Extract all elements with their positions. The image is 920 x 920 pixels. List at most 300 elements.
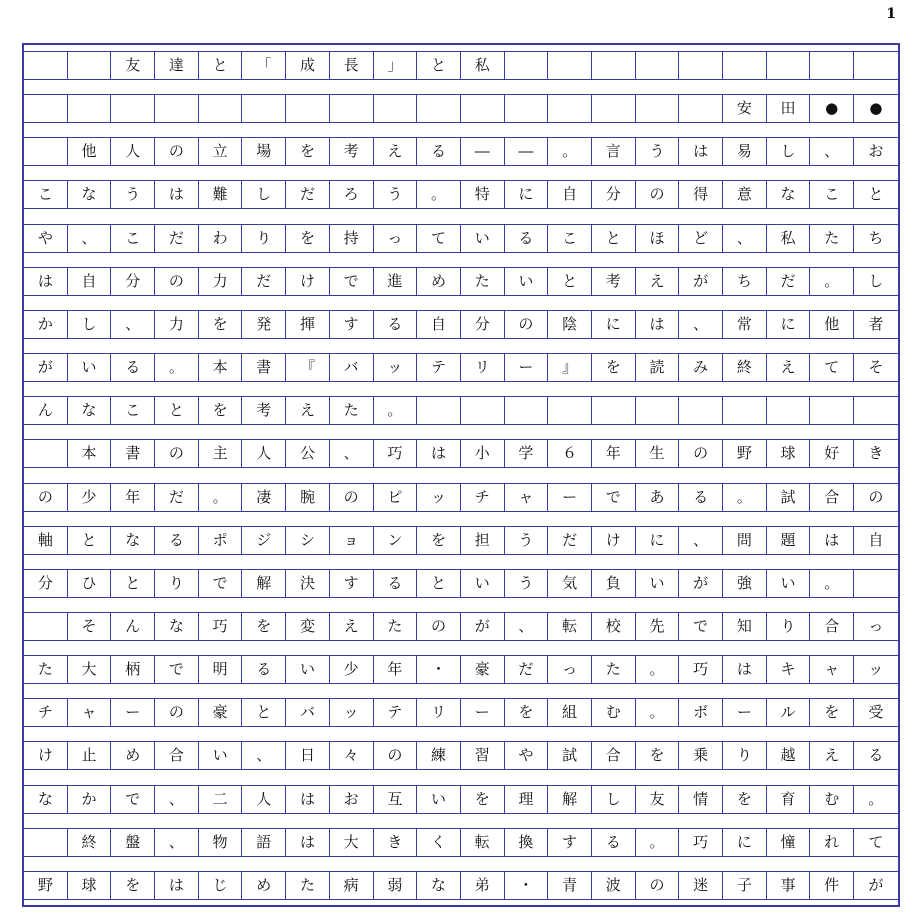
manuscript-cell: ―: [505, 138, 549, 165]
manuscript-cell: 立: [199, 138, 243, 165]
manuscript-cell: の: [505, 311, 549, 338]
manuscript-cell: と: [111, 570, 155, 597]
manuscript-cell: を: [286, 225, 330, 252]
manuscript-cell: 主: [199, 440, 243, 467]
manuscript-cell: 練: [417, 742, 461, 769]
manuscript-cell: 易: [723, 138, 767, 165]
manuscript-cell: [679, 397, 723, 424]
manuscript-cell: わ: [199, 225, 243, 252]
manuscript-cell: [592, 95, 636, 122]
manuscript-cell: [636, 397, 680, 424]
manuscript-row: [24, 483, 898, 512]
manuscript-cell: め: [111, 742, 155, 769]
manuscript-cell: 盤: [111, 829, 155, 856]
manuscript-cell: 力: [155, 311, 199, 338]
manuscript-cell: 本: [68, 440, 112, 467]
manuscript-row: [24, 526, 898, 555]
manuscript-cell: [24, 52, 68, 79]
manuscript-cell: え: [330, 613, 374, 640]
manuscript-cell: [417, 397, 461, 424]
manuscript-cell: [199, 95, 243, 122]
manuscript-cell: る: [505, 225, 549, 252]
manuscript-cell: 少: [330, 656, 374, 683]
manuscript-cell: る: [374, 311, 418, 338]
manuscript-cell: ル: [767, 699, 811, 726]
manuscript-cell: が: [24, 354, 68, 381]
manuscript-cell: [767, 52, 811, 79]
manuscript-cell: は: [679, 138, 723, 165]
manuscript-cell: い: [199, 742, 243, 769]
manuscript-cell: 陰: [548, 311, 592, 338]
manuscript-cell: 、: [723, 225, 767, 252]
manuscript-cell: の: [417, 613, 461, 640]
manuscript-cell: っ: [374, 225, 418, 252]
manuscript-cell: 越: [767, 742, 811, 769]
manuscript-cell: 安: [723, 95, 767, 122]
manuscript-cell: や: [24, 225, 68, 252]
manuscript-cell: む: [592, 699, 636, 726]
manuscript-cell: [854, 570, 898, 597]
manuscript-cell: の: [679, 440, 723, 467]
manuscript-row: [24, 828, 898, 857]
manuscript-cell: お: [330, 786, 374, 813]
manuscript-cell: 解: [242, 570, 286, 597]
manuscript-cell: き: [868, 444, 884, 463]
manuscript-cell: り: [155, 570, 199, 597]
manuscript-cell: 自: [417, 311, 461, 338]
manuscript-row: [24, 439, 898, 468]
manuscript-cell: 担: [461, 527, 505, 554]
manuscript-cell: 合: [810, 613, 854, 640]
manuscript-cell: バ: [330, 354, 374, 381]
manuscript-cell: 得: [679, 181, 723, 208]
manuscript-cell: 、: [155, 786, 199, 813]
manuscript-row: [24, 785, 898, 814]
manuscript-row: [24, 871, 898, 900]
manuscript-cell: [636, 95, 680, 122]
manuscript-cell: ポ: [199, 527, 243, 554]
manuscript-cell: リ: [417, 699, 461, 726]
manuscript-row: [24, 396, 898, 425]
manuscript-cell: [548, 52, 592, 79]
manuscript-cell: 、: [68, 225, 112, 252]
manuscript-row: [24, 94, 898, 123]
manuscript-cell: め: [417, 268, 461, 295]
manuscript-cell: 柄: [111, 656, 155, 683]
manuscript-cell: 小: [461, 440, 505, 467]
manuscript-cell: じ: [199, 872, 243, 899]
manuscript-cell: 大: [330, 829, 374, 856]
manuscript-cell: ろ: [330, 181, 374, 208]
manuscript-cell: こ: [24, 181, 68, 208]
manuscript-cell: 長: [330, 52, 374, 79]
manuscript-row: [24, 353, 898, 382]
manuscript-cell: と: [417, 52, 461, 79]
manuscript-cell: の: [636, 181, 680, 208]
manuscript-cell: り: [242, 225, 286, 252]
manuscript-cell: [417, 95, 461, 122]
manuscript-cell: 者: [868, 314, 884, 333]
manuscript-cell: す: [330, 311, 374, 338]
manuscript-cell: て: [868, 832, 884, 851]
manuscript-cell: だ: [767, 268, 811, 295]
manuscript-cell: を: [592, 354, 636, 381]
manuscript-cell: な: [417, 872, 461, 899]
manuscript-cell: [548, 397, 592, 424]
manuscript-cell: リ: [461, 354, 505, 381]
manuscript-cell: ピ: [374, 484, 418, 511]
manuscript-cell: [723, 397, 767, 424]
manuscript-cell: 人: [242, 786, 286, 813]
manuscript-cell: い: [636, 570, 680, 597]
manuscript-cell: ボ: [679, 699, 723, 726]
manuscript-cell: 波: [592, 872, 636, 899]
manuscript-cell: な: [24, 786, 68, 813]
manuscript-cell: た: [374, 613, 418, 640]
manuscript-cell: ー: [548, 484, 592, 511]
manuscript-cell: た: [810, 225, 854, 252]
manuscript-cell: と: [592, 225, 636, 252]
manuscript-cell: と: [548, 268, 592, 295]
manuscript-cell: 分: [24, 570, 68, 597]
manuscript-cell: 分: [461, 311, 505, 338]
manuscript-cell: 組: [548, 699, 592, 726]
manuscript-cell: 場: [242, 138, 286, 165]
manuscript-cell: 転: [461, 829, 505, 856]
manuscript-cell: ど: [679, 225, 723, 252]
manuscript-cell: 巧: [679, 829, 723, 856]
manuscript-cell: 。: [868, 789, 884, 808]
manuscript-cell: 校: [592, 613, 636, 640]
manuscript-row: [24, 180, 898, 209]
manuscript-cell: [24, 95, 68, 122]
manuscript-cell: 特: [461, 181, 505, 208]
manuscript-cell: め: [242, 872, 286, 899]
manuscript-cell: ャ: [810, 656, 854, 683]
manuscript-cell: 、: [810, 138, 854, 165]
manuscript-cell: む: [810, 786, 854, 813]
manuscript-cell: テ: [374, 699, 418, 726]
manuscript-cell: た: [330, 397, 374, 424]
manuscript-cell: え: [636, 268, 680, 295]
manuscript-cell: と: [417, 570, 461, 597]
manuscript-cell: だ: [155, 225, 199, 252]
manuscript-cell: 合: [810, 484, 854, 511]
manuscript-cell: 難: [199, 181, 243, 208]
manuscript-cell: だ: [548, 527, 592, 554]
manuscript-cell: え: [286, 397, 330, 424]
manuscript-cell: る: [417, 138, 461, 165]
manuscript-cell: し: [592, 786, 636, 813]
manuscript-cell: 言: [592, 138, 636, 165]
manuscript-cell: そ: [68, 613, 112, 640]
manuscript-cell: い: [767, 570, 811, 597]
manuscript-cell: の: [155, 440, 199, 467]
manuscript-cell: け: [24, 742, 68, 769]
manuscript-cell: は: [636, 311, 680, 338]
manuscript-cell: の: [636, 872, 680, 899]
manuscript-cell: [111, 95, 155, 122]
manuscript-cell: [854, 397, 898, 424]
manuscript-cell: り: [723, 742, 767, 769]
manuscript-cell: ン: [374, 527, 418, 554]
manuscript-cell: [24, 613, 68, 640]
manuscript-cell: テ: [417, 354, 461, 381]
manuscript-cell: 年: [111, 484, 155, 511]
manuscript-cell: バ: [286, 699, 330, 726]
manuscript-cell: か: [24, 311, 68, 338]
manuscript-cell: 題: [767, 527, 811, 554]
manuscript-cell: 私: [461, 52, 505, 79]
manuscript-cell: [155, 95, 199, 122]
manuscript-cell: 日: [286, 742, 330, 769]
manuscript-cell: 終: [68, 829, 112, 856]
manuscript-cell: シ: [286, 527, 330, 554]
manuscript-cell: だ: [242, 268, 286, 295]
manuscript-cell: 巧: [679, 656, 723, 683]
manuscript-cell: 私: [767, 225, 811, 252]
manuscript-cell: や: [505, 742, 549, 769]
manuscript-cell: 野: [723, 440, 767, 467]
manuscript-cell: ー: [723, 699, 767, 726]
manuscript-cell: ●: [869, 99, 883, 118]
manuscript-cell: 気: [548, 570, 592, 597]
manuscript-cell: 問: [723, 527, 767, 554]
manuscript-cell: っ: [548, 656, 592, 683]
manuscript-cell: の: [155, 268, 199, 295]
manuscript-cell: な: [68, 181, 112, 208]
manuscript-cell: 弟: [461, 872, 505, 899]
manuscript-cell: う: [374, 181, 418, 208]
page-number: 1: [886, 6, 896, 22]
manuscript-cell: う: [111, 181, 155, 208]
manuscript-cell: 情: [679, 786, 723, 813]
manuscript-cell: [636, 52, 680, 79]
manuscript-cell: を: [199, 311, 243, 338]
manuscript-cell: す: [330, 570, 374, 597]
manuscript-cell: は: [286, 786, 330, 813]
manuscript-cell: 強: [723, 570, 767, 597]
manuscript-cell: が: [679, 268, 723, 295]
manuscript-cell: 。: [810, 268, 854, 295]
manuscript-cell: る: [868, 746, 884, 765]
manuscript-cell: く: [417, 829, 461, 856]
manuscript-cell: [286, 95, 330, 122]
manuscript-cell: 球: [68, 872, 112, 899]
manuscript-cell: 、: [111, 311, 155, 338]
manuscript-cell: ん: [111, 613, 155, 640]
manuscript-cell: た: [24, 656, 68, 683]
manuscript-cell: [854, 52, 898, 79]
manuscript-cell: 人: [111, 138, 155, 165]
manuscript-cell: [505, 52, 549, 79]
manuscript-cell: 決: [286, 570, 330, 597]
manuscript-cell: ・: [417, 656, 461, 683]
manuscript-cell: 少: [68, 484, 112, 511]
manuscript-cell: は: [810, 527, 854, 554]
manuscript-cell: 事: [767, 872, 811, 899]
manuscript-cell: ー: [461, 699, 505, 726]
manuscript-cell: え: [810, 742, 854, 769]
manuscript-cell: [679, 95, 723, 122]
manuscript-cell: 進: [374, 268, 418, 295]
manuscript-cell: て: [810, 354, 854, 381]
manuscript-cell: る: [242, 656, 286, 683]
manuscript-cell: は: [417, 440, 461, 467]
manuscript-cell: で: [679, 613, 723, 640]
manuscript-cell: ・: [505, 872, 549, 899]
manuscript-cell: 合: [592, 742, 636, 769]
manuscript-cell: [592, 397, 636, 424]
manuscript-cell: 先: [636, 613, 680, 640]
manuscript-cell: み: [679, 354, 723, 381]
manuscript-cell: 意: [723, 181, 767, 208]
manuscript-cell: 。: [155, 354, 199, 381]
manuscript-cell: 憧: [767, 829, 811, 856]
manuscript-cell: 。: [636, 829, 680, 856]
manuscript-cell: 病: [330, 872, 374, 899]
manuscript-cell: 、: [242, 742, 286, 769]
manuscript-cell: 分: [592, 181, 636, 208]
manuscript-cell: 自: [68, 268, 112, 295]
manuscript-cell: [592, 52, 636, 79]
manuscript-cell: き: [374, 829, 418, 856]
manuscript-cell: し: [767, 138, 811, 165]
manuscript-cell: は: [723, 656, 767, 683]
manuscript-row: [24, 224, 898, 253]
manuscript-cell: い: [461, 570, 505, 597]
manuscript-cell: だ: [286, 181, 330, 208]
manuscript-cell: だ: [505, 656, 549, 683]
manuscript-cell: 友: [636, 786, 680, 813]
manuscript-cell: が: [868, 875, 884, 894]
manuscript-cell: 軸: [24, 527, 68, 554]
manuscript-cell: う: [636, 138, 680, 165]
manuscript-cell: ッ: [417, 484, 461, 511]
manuscript-cell: 子: [723, 872, 767, 899]
manuscript-cell: と: [868, 185, 884, 204]
manuscript-cell: [330, 95, 374, 122]
manuscript-cell: に: [723, 829, 767, 856]
manuscript-cell: 合: [155, 742, 199, 769]
manuscript-cell: キ: [767, 656, 811, 683]
manuscript-cell: 豪: [461, 656, 505, 683]
manuscript-row: [24, 741, 898, 770]
manuscript-cell: ６: [548, 440, 592, 467]
manuscript-cell: と: [155, 397, 199, 424]
manuscript-cell: を: [461, 786, 505, 813]
manuscript-cell: 青: [548, 872, 592, 899]
manuscript-cell: な: [111, 527, 155, 554]
manuscript-cell: 『: [286, 354, 330, 381]
manuscript-cell: [24, 440, 68, 467]
manuscript-cell: 凄: [242, 484, 286, 511]
manuscript-cell: 田: [767, 95, 811, 122]
manuscript-row: [24, 569, 898, 598]
manuscript-cell: [68, 95, 112, 122]
manuscript-cell: の: [330, 484, 374, 511]
manuscript-row: [24, 698, 898, 727]
manuscript-cell: は: [24, 268, 68, 295]
manuscript-cell: 換: [505, 829, 549, 856]
manuscript-cell: 。: [548, 138, 592, 165]
manuscript-cell: [242, 95, 286, 122]
manuscript-cell: 好: [810, 440, 854, 467]
manuscript-cell: は: [155, 872, 199, 899]
manuscript-cell: 件: [810, 872, 854, 899]
manuscript-cell: 豪: [199, 699, 243, 726]
manuscript-cell: 育: [767, 786, 811, 813]
manuscript-cell: で: [111, 786, 155, 813]
manuscript-cell: の: [24, 484, 68, 511]
manuscript-cell: が: [461, 613, 505, 640]
manuscript-cell: 巧: [374, 440, 418, 467]
manuscript-cell: で: [155, 656, 199, 683]
manuscript-cell: お: [868, 142, 884, 161]
manuscript-cell: と: [199, 52, 243, 79]
manuscript-cell: 。: [636, 699, 680, 726]
manuscript-cell: 」: [374, 52, 418, 79]
manuscript-cell: を: [111, 872, 155, 899]
manuscript-cell: 、: [330, 440, 374, 467]
manuscript-cell: だ: [155, 484, 199, 511]
manuscript-cell: [505, 397, 549, 424]
manuscript-cell: な: [155, 613, 199, 640]
manuscript-cell: け: [286, 268, 330, 295]
manuscript-cell: う: [505, 527, 549, 554]
manuscript-cell: 解: [548, 786, 592, 813]
manuscript-cell: た: [592, 656, 636, 683]
manuscript-row: [24, 655, 898, 684]
manuscript-cell: の: [155, 138, 199, 165]
manuscript-cell: [374, 95, 418, 122]
manuscript-cell: 「: [242, 52, 286, 79]
manuscript-cell: [24, 138, 68, 165]
manuscript-cell: こ: [111, 225, 155, 252]
manuscript-cell: 転: [548, 613, 592, 640]
manuscript-cell: 終: [723, 354, 767, 381]
manuscript-cell: [723, 52, 767, 79]
manuscript-cell: 、: [505, 613, 549, 640]
manuscript-cell: 読: [636, 354, 680, 381]
manuscript-cell: い: [286, 656, 330, 683]
manuscript-cell: 弱: [374, 872, 418, 899]
manuscript-cell: を: [723, 786, 767, 813]
manuscript-cell: 考: [330, 138, 374, 165]
manuscript-cell: で: [592, 484, 636, 511]
manuscript-cell: い: [461, 225, 505, 252]
manuscript-cell: 他: [68, 138, 112, 165]
manuscript-cell: [461, 95, 505, 122]
manuscript-cell: ほ: [636, 225, 680, 252]
manuscript-cell: ャ: [505, 484, 549, 511]
manuscript-cell: 習: [461, 742, 505, 769]
manuscript-cell: 受: [868, 703, 884, 722]
manuscript-cell: 公: [286, 440, 330, 467]
manuscript-cell: る: [592, 829, 636, 856]
manuscript-cell: 揮: [286, 311, 330, 338]
manuscript-cell: た: [461, 268, 505, 295]
manuscript-cell: [548, 95, 592, 122]
manuscript-cell: を: [636, 742, 680, 769]
manuscript-cell: で: [199, 570, 243, 597]
manuscript-cell: 。: [636, 656, 680, 683]
manuscript-cell: [767, 397, 811, 424]
manuscript-cell: [68, 52, 112, 79]
manuscript-cell: ひ: [68, 570, 112, 597]
manuscript-row: [24, 310, 898, 339]
manuscript-cell: う: [505, 570, 549, 597]
